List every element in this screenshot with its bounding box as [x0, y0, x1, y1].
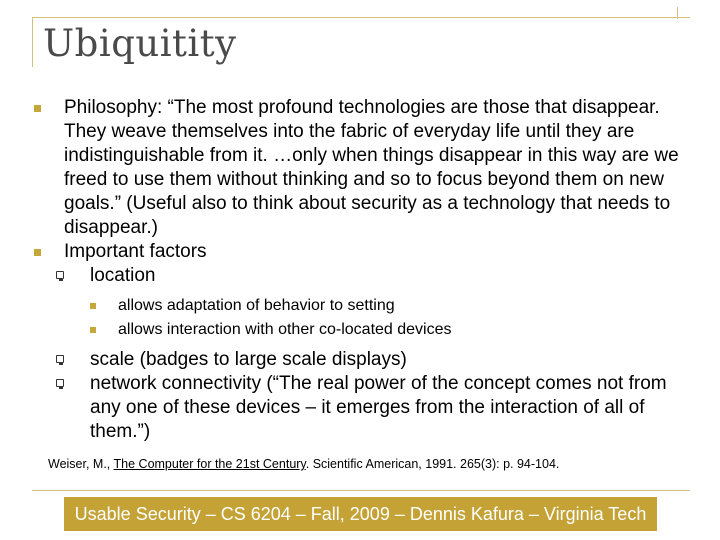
bullet-text: Important factors — [64, 241, 207, 262]
footer-divider — [32, 490, 690, 491]
hollow-square-bullet-icon — [56, 355, 64, 363]
bullet-important-factors — [34, 240, 694, 264]
reference-link[interactable]: The Computer for the 21st Century — [113, 457, 306, 471]
hollow-square-bullet-icon — [56, 379, 64, 387]
reference-suffix: . Scientific American, 1991. 265(3): p. 94-104. — [305, 457, 560, 471]
bullet-philosophy — [34, 96, 694, 240]
frame-top-line — [32, 17, 690, 18]
sub-bullet-scale — [34, 348, 694, 372]
reference-citation — [48, 457, 559, 471]
sub-sub-bullet-adaptation — [34, 294, 694, 318]
slide-content — [34, 96, 694, 444]
frame-left-line — [32, 17, 33, 67]
square-bullet-icon — [34, 249, 41, 256]
slide-title: Ubiquitity — [43, 22, 237, 65]
square-bullet-icon — [90, 303, 96, 309]
bullet-text: Philosophy: “The most profound technologies are those that disappear. They weave themselves into the fabric of everyday life until they are indistinguishable from it. …only when things disappear in this way are we freed to use them without thinking and so to focus beyond them on new goals.” (Useful also to think about security as a technology that needs to disappear.) — [64, 97, 679, 238]
sub-bullet-network — [34, 372, 694, 444]
frame-corner-line — [677, 7, 678, 19]
reference-prefix: Weiser, M., — [48, 457, 114, 471]
hollow-square-bullet-icon — [56, 271, 64, 279]
sub-bullet-text: network connectivity (“The real power of the concept comes not from any one of these devices – it emerges from the interaction of all of them.”) — [90, 373, 667, 442]
sub-bullet-text: location — [90, 265, 156, 286]
sub-sub-bullet-interaction — [34, 318, 694, 342]
square-bullet-icon — [34, 105, 41, 112]
sub-sub-bullet-text: allows adaptation of behavior to setting — [118, 297, 395, 314]
sub-sub-bullet-text: allows interaction with other co-located devices — [118, 321, 452, 338]
sub-bullet-location — [34, 264, 694, 288]
footer-banner: Usable Security – CS 6204 – Fall, 2009 – Dennis Kafura – Virginia Tech — [64, 497, 657, 531]
sub-bullet-text: scale (badges to large scale displays) — [90, 349, 407, 370]
square-bullet-icon — [90, 327, 96, 333]
